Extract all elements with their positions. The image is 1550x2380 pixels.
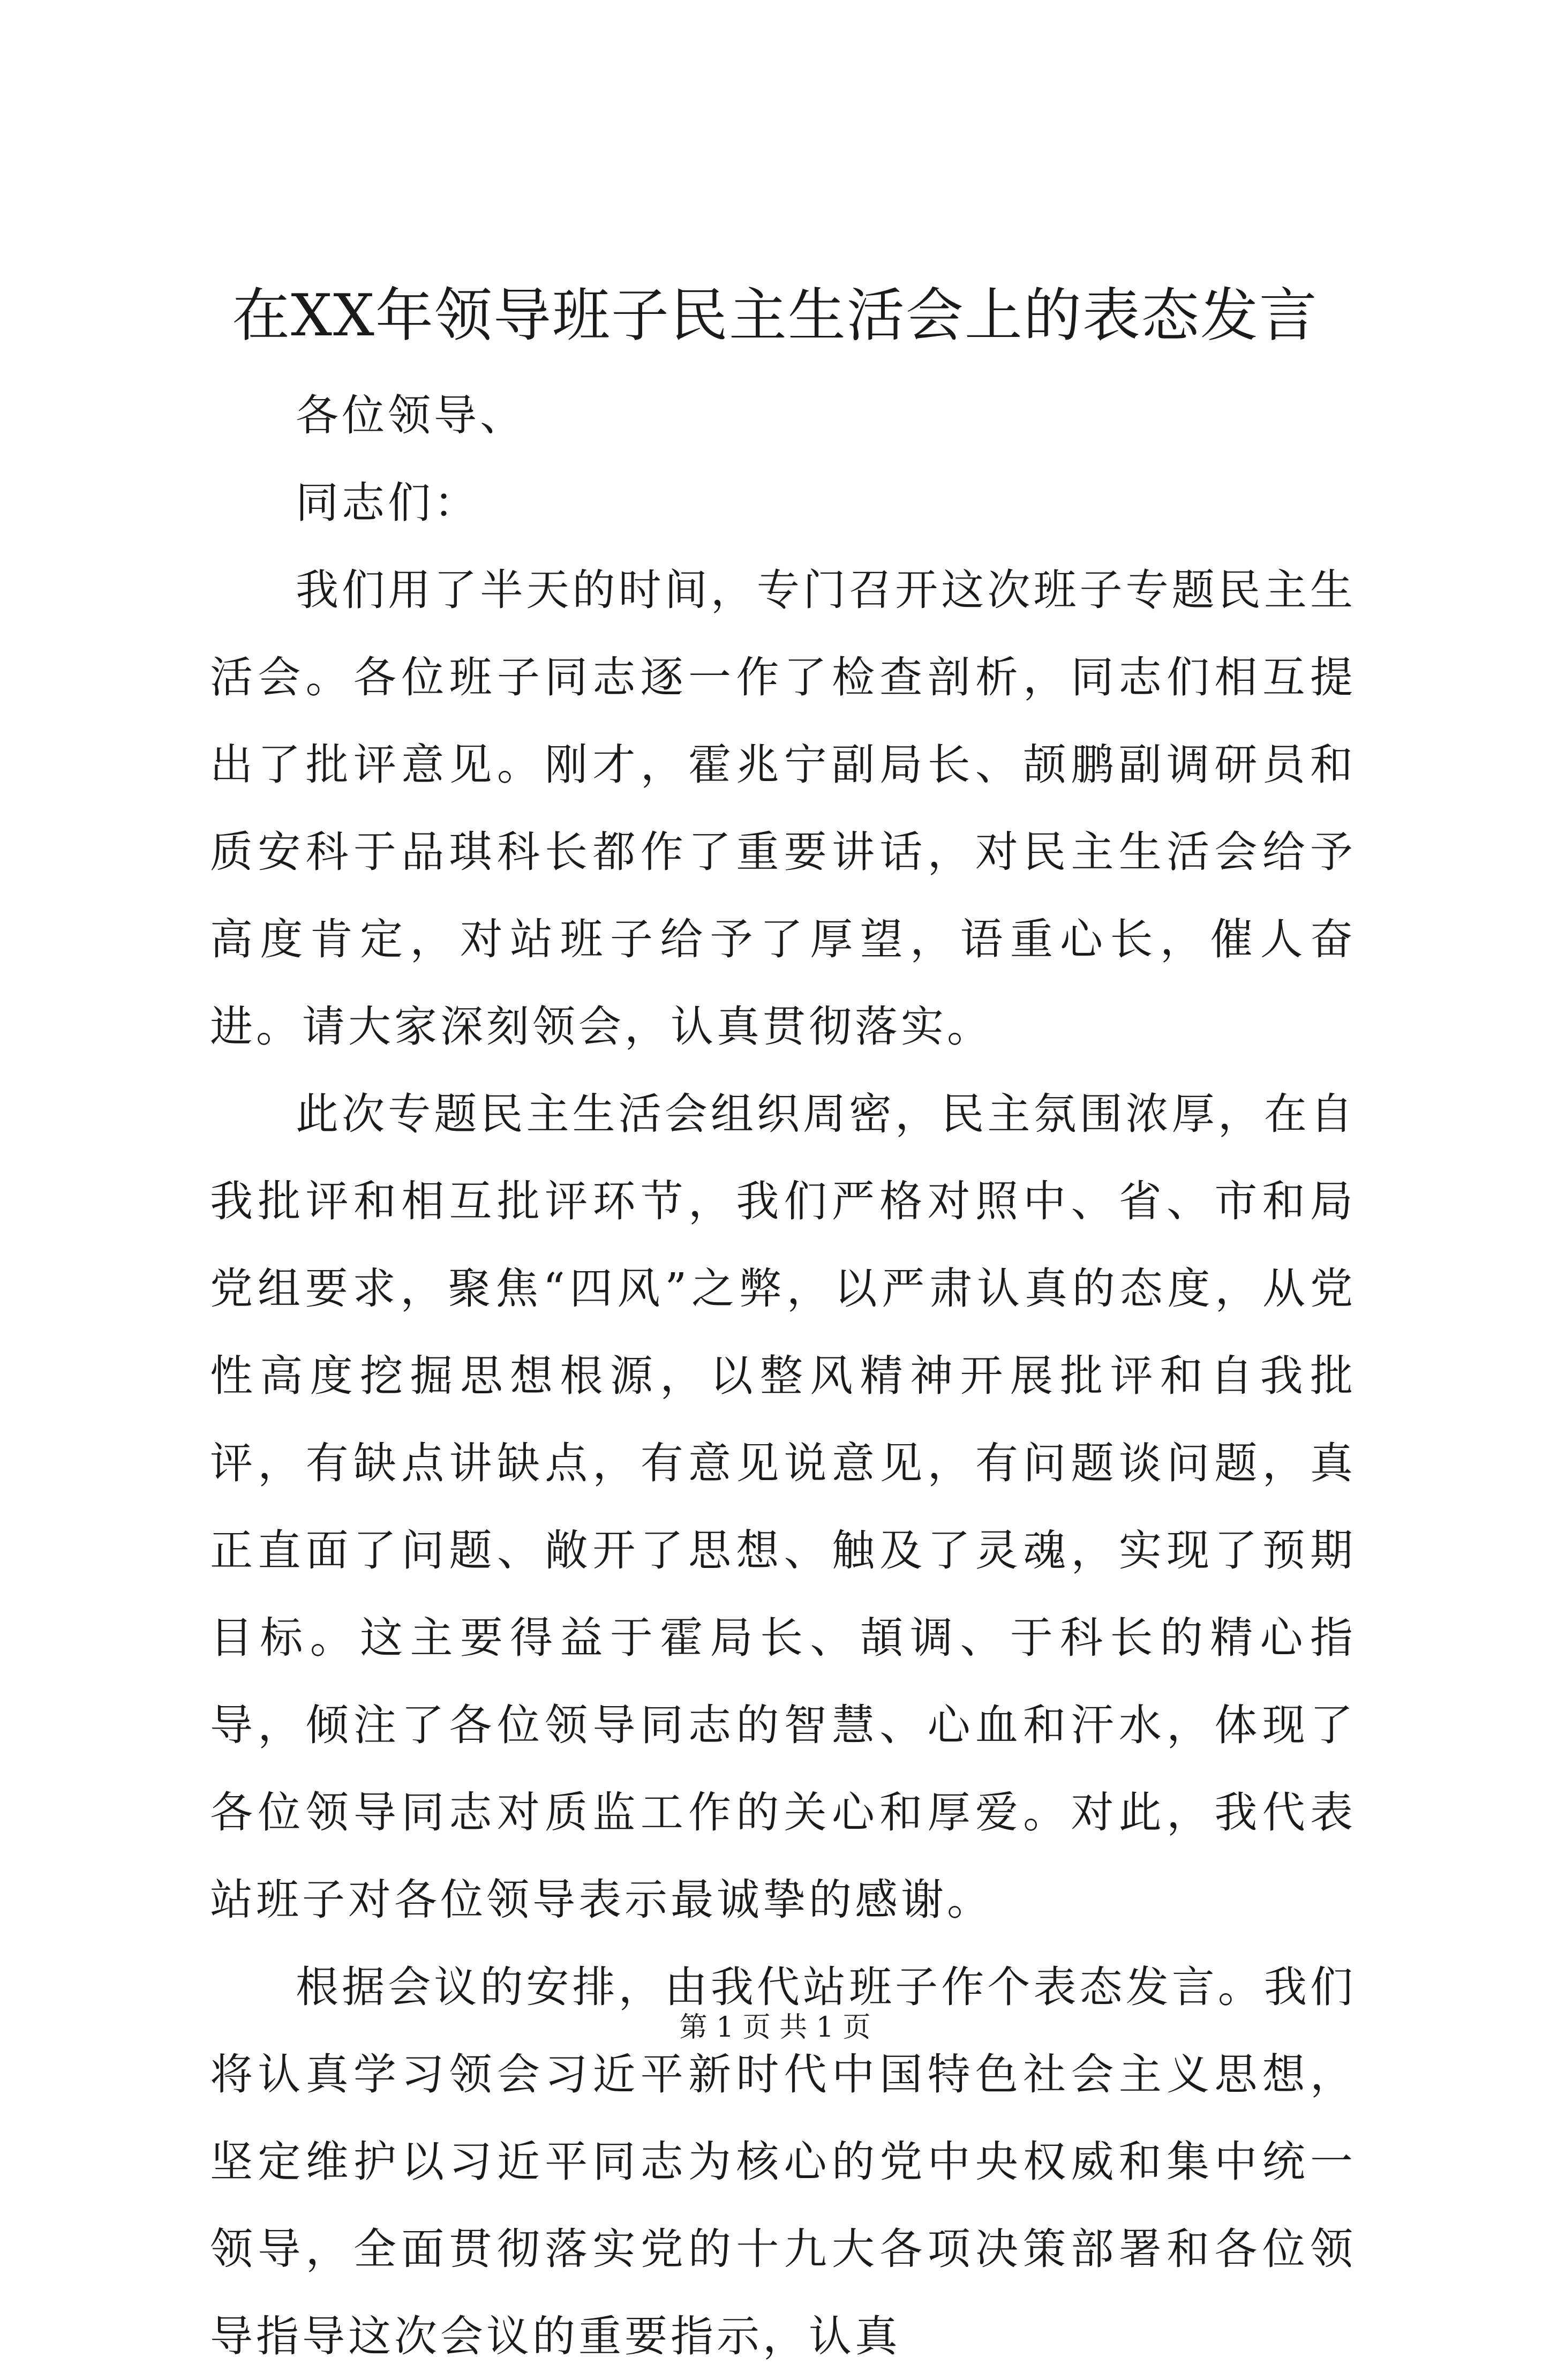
- body-paragraph: 此次专题民主生活会组织周密，民主氛围浓厚，在自我批评和相互批评环节，我们严格对照中、省、市和局党组要求，聚焦“四风”之弊，以严肃认真的态度，从党性高度挖掘思想根源，以整风精神开展批评和自我批评，有缺点讲缺点，有意见说意见，有问题谈问题，真正直面了问题、敞开了思想、触及了灵魂，实现了预期目标。这主要得益于霍局长、頡调、于科长的精心指导，倾注了各位领导同志的智慧、心血和汗水，体现了各位领导同志对质监工作的关心和厚爱。对此，我代表站班子对各位领导表示最诚挚的感谢。: [210, 1089, 1356, 1925]
- page-footer: 第 1 页 共 1 页: [679, 2011, 871, 2044]
- body-paragraph: 根据会议的安排，由我代站班子作个表态发言。我们将认真学习领会习近平新时代中国特色社会主义思想，坚定维护以习近平同志为核心的党中央权威和集中统一领导，全面贯彻落实党的十九大各项决策部署和各位领导指导这次会议的重要指示，认真: [210, 1962, 1356, 2361]
- body-paragraph: 我们用了半天的时间，专门召开这次班子专题民主生活会。各位班子同志逐一作了检查剖析，同志们相互提出了批评意见。刚才，霍兆宁副局长、颉鹏副调研员和质安科于品琪科长都作了重要讲话，对民主生活会给予高度肯定，对站班子给予了厚望，语重心长，催人奋进。请大家深刻领会，认真贯彻落实。: [210, 565, 1356, 1052]
- salutation-line-1: 各位领导、: [296, 391, 526, 440]
- document-body: [210, 372, 1356, 2380]
- salutation-line-2: 同志们：: [296, 478, 480, 528]
- document-title: 在XX年领导班子民主生活会上的表态发言: [232, 282, 1318, 349]
